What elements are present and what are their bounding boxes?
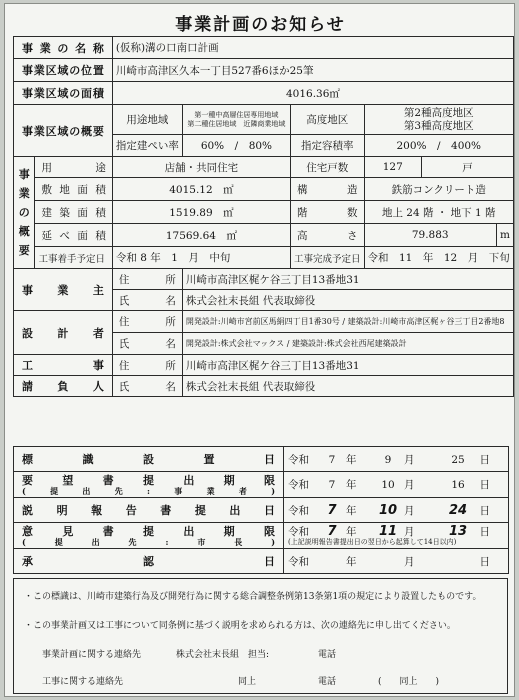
date-value-cell: [284, 523, 509, 549]
project-name: (仮称)溝の口南口計画: [112, 37, 513, 59]
use-value: 店舗・共同住宅: [112, 157, 290, 178]
structure-label: 構 造: [290, 178, 364, 201]
designer-name: 開発設計:株式会社マックス / 建築設計:株式会社西尾建築設計: [182, 333, 513, 355]
designer-address: 開発設計:川崎市宮前区馬絹四丁目1番30号 / 建築設計:川崎市高津区梶ヶ谷三丁目2番地8: [182, 311, 513, 333]
row-project-area: [14, 82, 514, 105]
date-label: 承認日: [22, 555, 275, 568]
date-label-cell: [14, 549, 284, 574]
owner-name-label: 氏 名: [112, 290, 182, 311]
contractor-name: 株式会社末長組 代表取締役: [182, 376, 513, 397]
outline-label: [14, 157, 35, 269]
project-location-label: 事業区域の位置: [14, 59, 113, 82]
contact-business-person: 担当:: [248, 650, 270, 660]
date-label-cell: [14, 447, 284, 472]
contact-construction-phone: ( 同上 ): [378, 677, 440, 687]
month-unit: 月: [404, 453, 415, 466]
height-district-2: 第3種高度地区: [403, 119, 474, 132]
date-label: 説明報告書提出日: [22, 504, 275, 517]
designer-address-label: 住 所: [112, 311, 182, 333]
floors-value: 地上 24 階 ・ 地下 1 階: [364, 201, 514, 224]
date-label-cell: [14, 472, 284, 498]
date-label: 標識設置日: [22, 453, 275, 466]
date-year: 7: [327, 502, 337, 518]
row-outline-site-area: [14, 178, 514, 201]
units-unit: 戸: [422, 157, 514, 178]
start-date-value: 令和 8 年 1 月 中旬: [112, 247, 290, 269]
date-value-cell: [284, 447, 509, 472]
date-month: 10: [381, 479, 395, 491]
date-sublabel: (提出先:市長): [22, 537, 275, 547]
contractor-label-1: 工 事: [14, 355, 113, 376]
contractor-address-label: 住 所: [112, 355, 182, 376]
day-unit: 日: [479, 526, 490, 538]
contractor-label-2: 請負人: [14, 376, 113, 397]
row-contractor-name: [14, 376, 514, 397]
height-district-value: [364, 105, 514, 135]
zoning-label: 用途地域: [112, 105, 182, 135]
row-project-name: [14, 37, 514, 59]
row-outline-floor-area: [14, 224, 514, 247]
date-era: 令和: [288, 526, 309, 538]
date-value-cell: [284, 549, 509, 574]
date-day: 24: [448, 502, 468, 518]
day-unit: 日: [479, 479, 490, 491]
outline-char-1: 事: [18, 168, 30, 181]
notes-box: [13, 578, 508, 694]
building-height-unit: m: [496, 224, 513, 247]
owner-label: 事業主: [14, 269, 113, 311]
start-date-label: 工事着手予定日: [35, 247, 112, 269]
note-1: ・この標識は、川崎市建築行為及び開発行為に関する総合調整条例第13条第1項の規定により設置したものです。: [24, 592, 482, 602]
date-value-cell: [284, 498, 509, 523]
dates-table: [13, 446, 509, 574]
notice-title: 事業計画のお知らせ: [175, 15, 346, 35]
project-location: 川崎市高津区久本一丁目527番6ほか25筆: [112, 59, 513, 82]
month-unit: 月: [404, 526, 415, 538]
day-unit: 日: [479, 453, 490, 466]
floor-area-value: 17569.64 ㎡: [112, 224, 290, 247]
units-label: 住宅戸数: [290, 157, 364, 178]
use-label: 用 途: [35, 157, 112, 178]
far-value: 200% / 400%: [364, 135, 514, 157]
contact-business-company: 株式会社末長組: [176, 650, 240, 660]
date-day: 16: [451, 479, 465, 491]
year-unit: 年: [346, 526, 357, 538]
date-month: 10: [378, 502, 398, 518]
row-project-location: [14, 59, 514, 82]
completion-date-label: 工事完成予定日: [290, 247, 364, 269]
overview-label: 事業区域の概要: [14, 105, 113, 157]
row-outline-schedule: [14, 247, 514, 269]
date-row: [14, 447, 509, 472]
date-month: 9: [384, 453, 392, 466]
contact-business-phone-label: 電話: [318, 650, 337, 660]
year-unit: 年: [346, 555, 357, 568]
far-label: 指定容積率: [290, 135, 364, 157]
project-name-label: 事業の名称: [14, 37, 113, 59]
date-era: 令和: [288, 453, 309, 466]
date-label-cell: [14, 498, 284, 523]
zoning-value-2: 第二種住居地域 近隣商業地域: [187, 119, 286, 128]
structure-value: 鉄筋コンクリート造: [364, 178, 514, 201]
month-unit: 月: [404, 555, 415, 568]
outline-char-4: 概: [18, 225, 30, 238]
date-label: 要望書提出期限: [22, 474, 275, 487]
building-area-value: 1519.89 ㎡: [112, 201, 290, 224]
year-unit: 年: [346, 479, 357, 491]
site-area-value: 4015.12 ㎡: [112, 178, 290, 201]
floor-area-label: 延べ面積: [35, 224, 112, 247]
date-era: 令和: [288, 504, 309, 517]
coverage-value: 60% / 80%: [182, 135, 290, 157]
day-unit: 日: [479, 555, 490, 568]
height-district-1: 第2種高度地区: [403, 106, 474, 119]
date-sublabel: (提出先:事業者): [22, 486, 275, 496]
date-era: 令和: [288, 555, 309, 568]
zoning-value-1: 第一種中高層住居専用地域: [194, 110, 279, 119]
building-area-label: 建築面積: [35, 201, 112, 224]
contact-construction-company: 同上: [238, 677, 257, 687]
designer-label: 設計者: [14, 311, 113, 355]
date-value-cell: [284, 472, 509, 498]
notice-table: [13, 36, 514, 397]
date-row: [14, 472, 509, 498]
row-overview-zoning: [14, 105, 514, 135]
date-year: 7: [328, 479, 336, 491]
completion-date-value: 令和 11 年 12 月 下旬: [364, 247, 514, 269]
contractor-address: 川崎市高津区梶ケ谷三丁目13番地31: [182, 355, 513, 376]
date-label-cell: [14, 523, 284, 549]
project-area: 4016.36㎡: [112, 82, 513, 105]
height-district-label: 高度地区: [290, 105, 364, 135]
zoning-value: [182, 105, 290, 135]
date-row: [14, 549, 509, 574]
year-unit: 年: [346, 504, 357, 517]
date-era: 令和: [288, 479, 309, 491]
building-height-label: 高 さ: [290, 224, 364, 247]
project-area-label: 事業区域の面積: [14, 82, 113, 105]
row-owner-address: [14, 269, 514, 290]
date-day: 13: [448, 524, 468, 539]
building-height-value: 79.883: [364, 224, 496, 247]
contact-construction-label: 工事に関する連絡先: [42, 677, 124, 687]
row-outline-building-area: [14, 201, 514, 224]
date-day: 25: [451, 453, 465, 466]
outline-char-2: 業: [18, 187, 30, 200]
date-row: [14, 498, 509, 523]
month-unit: 月: [404, 504, 415, 517]
floors-label: 階 数: [290, 201, 364, 224]
owner-address: 川崎市高津区梶ケ谷三丁目13番地31: [182, 269, 513, 290]
date-label: 意見書提出期限: [22, 525, 275, 538]
units-value: 127: [364, 157, 422, 178]
designer-name-label: 氏 名: [112, 333, 182, 355]
outline-char-5: 要: [18, 244, 30, 257]
year-unit: 年: [346, 453, 357, 466]
date-month: 11: [378, 524, 398, 539]
row-designer-address: [14, 311, 514, 333]
outline-char-3: の: [18, 206, 30, 219]
day-unit: 日: [479, 504, 490, 517]
coverage-label: 指定建ぺい率: [112, 135, 182, 157]
owner-name: 株式会社末長組 代表取締役: [182, 290, 513, 311]
date-note: (上記説明報告書提出日の翌日から起算して14日以内): [288, 538, 457, 546]
note-2: ・この事業計画又は工事について同条例に基づく説明を求められる方は、次の連絡先に申し出てください。: [24, 621, 456, 631]
date-year: 7: [328, 453, 336, 466]
site-area-label: 敷地面積: [35, 178, 112, 201]
contractor-name-label: 氏 名: [112, 376, 182, 397]
month-unit: 月: [404, 479, 415, 491]
row-contractor-address: [14, 355, 514, 376]
contact-construction-phone-label: 電話: [318, 677, 337, 687]
date-year: 7: [327, 524, 337, 539]
notice-board: [4, 3, 515, 697]
row-outline-use: [14, 157, 514, 178]
owner-address-label: 住 所: [112, 269, 182, 290]
date-row: [14, 523, 509, 549]
contact-business-label: 事業計画に関する連絡先: [42, 650, 142, 660]
